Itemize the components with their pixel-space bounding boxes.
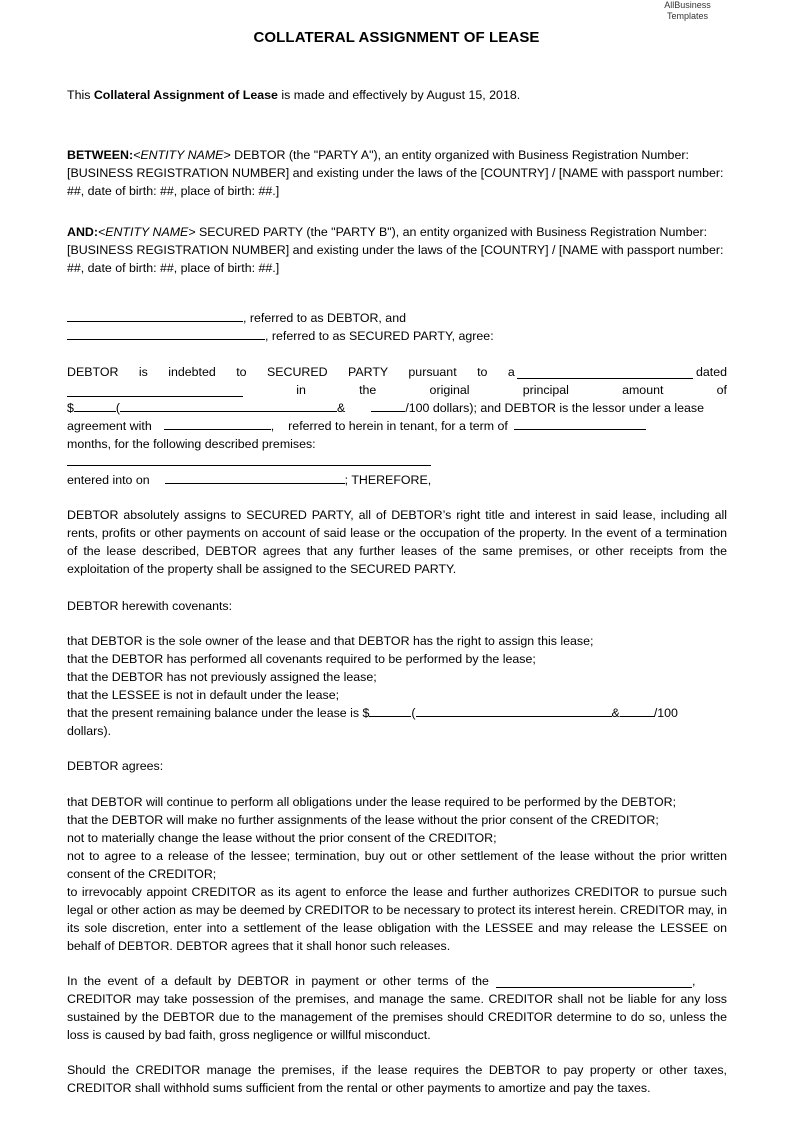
blank-default-terms[interactable]	[496, 975, 692, 988]
indebted-text-1: DEBTOR is indebted to SECURED PARTY pursuant to a	[67, 365, 515, 379]
and-paragraph	[67, 223, 727, 277]
indebted-line-7	[67, 471, 727, 489]
blank-date[interactable]	[67, 384, 243, 397]
covenant-item: that the DEBTOR has performed all covenants required to be performed by the lease;	[67, 652, 536, 666]
word-amount: amount	[622, 383, 664, 397]
indebted-line-3	[67, 399, 727, 417]
blank-instrument[interactable]	[517, 366, 693, 379]
blank-debtor-name[interactable]	[67, 309, 243, 322]
agrees-list	[67, 793, 727, 955]
covenant-balance	[67, 704, 727, 722]
blank-term[interactable]	[514, 417, 646, 430]
indebted-dated: dated	[695, 365, 727, 379]
default-rest: CREDITOR may take possession of the premises, and manage the same. CREDITOR shall not be liable for any loss sustained by the DEBTOR due to the management of the premises should CREDITOR determine to do so, unless the loss is caused by bad faith, gross negligence or willful misconduct.	[67, 992, 727, 1042]
agree-item: not to materially change the lease without the prior consent of the CREDITOR;	[67, 831, 497, 845]
referred-debtor-line	[67, 309, 727, 327]
blank-balance-cents[interactable]	[620, 704, 654, 717]
agree-item: not to agree to a release of the lessee; termination, buy out or other settlement of the lease without the prior written consent of the CREDITOR;	[67, 849, 727, 881]
default-paragraph	[67, 972, 727, 1044]
blank-amount-words[interactable]	[120, 399, 337, 412]
and-label: AND:	[67, 225, 98, 239]
word-original: original	[429, 383, 470, 397]
covenant-item: that DEBTOR is the sole owner of the lease and that DEBTOR has the right to assign this lease;	[67, 634, 594, 648]
agree-item: that the DEBTOR will make no further assignments of the lease without the prior consent of the CREDITOR;	[67, 813, 659, 827]
referred-secured-line	[67, 327, 727, 345]
and-entity: <ENTITY NAME>	[97, 225, 196, 239]
assigns-paragraph: DEBTOR absolutely assigns to SECURED PARTY, all of DEBTOR’s right title and interest in said lease, including all rents, profits or other payments on account of said lease or the occupation of the property. In the event of a termination of the lease described, DEBTOR agrees that any further leases of the same premises, or other receipts from the exploitation of the property shall be assigned to the SECURED PARTY.	[67, 508, 727, 576]
indebted-line-1	[67, 363, 727, 381]
agreement-with: agreement with	[67, 419, 152, 433]
covenant-item: that the LESSEE is not in default under the lease;	[67, 688, 340, 702]
referred-debtor-text: , referred to as DEBTOR, and	[243, 311, 406, 325]
dollar-sign: $	[67, 401, 74, 415]
agrees-heading: DEBTOR agrees:	[67, 759, 164, 773]
covenant-balance-end: dollars).	[67, 724, 112, 738]
between-label: BETWEEN:	[67, 148, 134, 162]
blank-cents[interactable]	[371, 399, 405, 412]
blank-balance[interactable]	[369, 704, 411, 717]
covenant-item: that the DEBTOR has not previously assigned the lease;	[67, 670, 377, 684]
intro-pre: This	[67, 88, 94, 102]
referred-secured-text: , referred to as SECURED PARTY, agree:	[265, 329, 494, 343]
word-of: of	[716, 383, 727, 397]
between-text: DEBTOR (the "PARTY A"), an entity organized with Business Registration Number: [BUSINESS REGISTRATION NUMBER] and existing under the laws of the [COUNTRY] / [NAME with passport number: ##, date of birth: ##, place of birth: ##.]	[67, 148, 724, 198]
blank-balance-words[interactable]	[416, 704, 612, 717]
word-the: the	[359, 383, 377, 397]
blank-tenant[interactable]	[164, 417, 271, 430]
default-text: In the event of a default by DEBTOR in payment or other terms of the	[67, 974, 489, 988]
entered-into-on: entered into on	[67, 473, 150, 487]
balance-ampersand: &	[611, 706, 620, 720]
agree-item: that DEBTOR will continue to perform all obligations under the lease required to be performed by the DEBTOR;	[67, 795, 677, 809]
default-comma: ,	[691, 974, 696, 988]
between-paragraph	[67, 146, 727, 200]
comma: ,	[270, 419, 275, 433]
covenants-heading: DEBTOR herewith covenants:	[67, 599, 233, 613]
word-in: in	[296, 383, 306, 397]
document-title: COLLATERAL ASSIGNMENT OF LEASE	[253, 29, 540, 46]
open-paren: (	[115, 401, 121, 415]
intro-bold: Collateral Assignment of Lease	[93, 88, 278, 102]
blank-secured-name[interactable]	[67, 327, 265, 340]
indebted-line-2	[67, 381, 727, 399]
blank-entered-date[interactable]	[165, 471, 345, 484]
brand-line-1: AllBusiness	[664, 0, 711, 10]
balance-text: that the present remaining balance under the lease is $	[67, 706, 370, 720]
brand-logo	[640, 0, 735, 22]
indebted-line-5: months, for the following described premises:	[67, 437, 316, 451]
covenants-list	[67, 632, 727, 740]
balance-open-paren: (	[411, 706, 416, 720]
brand-line-2: Templates	[666, 11, 709, 21]
word-principal: principal	[522, 383, 569, 397]
indebted-line-4	[67, 417, 727, 435]
intro-paragraph	[67, 86, 727, 104]
and-text: SECURED PARTY (the "PARTY B"), an entity organized with Business Registration Number: [BUSINESS REGISTRATION NUMBER] and existing under the laws of the [COUNTRY] / [NAME with passport number: ##, date of birth: ##, place of birth: ##.]	[67, 225, 724, 275]
between-entity: <ENTITY NAME>	[133, 148, 231, 162]
default-line-1	[67, 972, 727, 990]
indebted-lessor-text: /100 dollars); and DEBTOR is the lessor under a lease	[405, 401, 704, 415]
manage-paragraph: Should the CREDITOR manage the premises, if the lease requires the DEBTOR to pay property or other taxes, CREDITOR shall withhold sums sufficient from the rental or other payments to amortize and pay the taxes.	[67, 1063, 727, 1095]
term-text: referred to herein in tenant, for a term of	[288, 419, 508, 433]
indebted-line-6	[67, 453, 727, 471]
therefore-text: ; THEREFORE,	[344, 473, 432, 487]
agree-item: to irrevocably appoint CREDITOR as its agent to enforce the lease and further authorizes CREDITOR to pursue such legal or other action as may be deemed by CREDITOR to be necessary to protect its interest herein. CREDITOR may, in its sole discretion, enter into a settlement of the lease obligation with the LESSEE and may release the LESSEE on behalf of DEBTOR. DEBTOR agrees that it shall honor such releases.	[67, 885, 727, 953]
ampersand: &	[337, 401, 346, 415]
intro-post: is made and effectively by August 15, 2018.	[277, 88, 521, 102]
blank-amount[interactable]	[74, 399, 116, 412]
balance-per-100: /100	[653, 706, 678, 720]
blank-premises[interactable]	[67, 453, 431, 466]
